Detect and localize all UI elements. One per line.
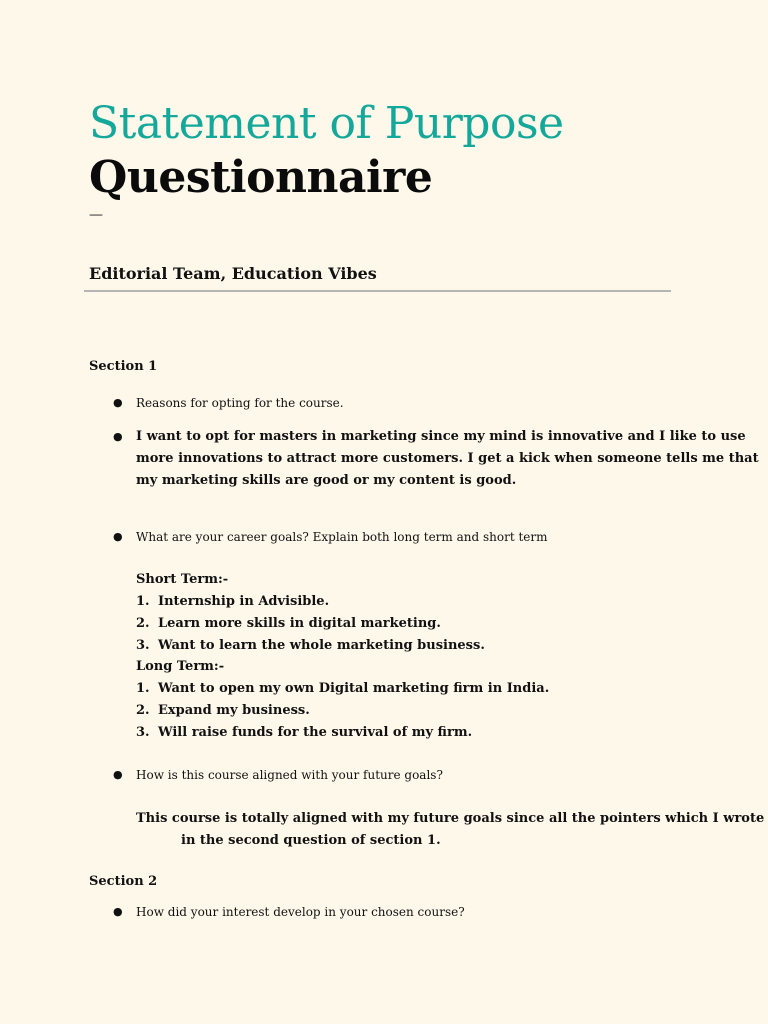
section-2-heading: Section 2: [89, 874, 158, 889]
item-text: Will raise funds for the survival of my firm.: [158, 725, 473, 740]
question-1: Reasons for opting for the course.: [136, 396, 344, 410]
bullet-icon: ●: [113, 905, 123, 918]
long-term-heading: Long Term:-: [136, 659, 225, 674]
item-number: 3.: [136, 638, 150, 653]
item-text: Expand my business.: [158, 703, 310, 718]
item-text: Want to learn the whole marketing business.: [158, 638, 485, 653]
answer-1-line: I want to opt for masters in marketing since my mind is innovative and I like to use: [136, 429, 746, 444]
answer-1: [136, 426, 759, 492]
question-3: How is this course aligned with your future goals?: [136, 768, 443, 782]
answer-1-line: my marketing skills are good or my content is good.: [136, 473, 517, 488]
item-text: Internship in Advisible.: [158, 594, 330, 609]
long-term-item: [136, 700, 310, 722]
title-line-1: Statement of Purpose: [89, 98, 564, 149]
bullet-icon: ●: [113, 530, 123, 543]
question-2: What are your career goals? Explain both long term and short term: [136, 530, 548, 544]
item-number: 3.: [136, 725, 150, 740]
answer-3-line: This course is totally aligned with my future goals since all the pointers which I wrote: [136, 811, 765, 826]
answer-1-line: more innovations to attract more customers. I get a kick when someone tells me that: [136, 451, 759, 466]
answer-3-line: in the second question of section 1.: [181, 833, 441, 848]
short-term-item: [136, 613, 441, 635]
item-number: 2.: [136, 616, 150, 631]
section-1-heading: Section 1: [89, 359, 158, 374]
item-text: Learn more skills in digital marketing.: [158, 616, 441, 631]
long-term-item: [136, 722, 472, 744]
bullet-icon: ●: [113, 396, 123, 409]
answer-3: [136, 808, 765, 852]
item-number: 2.: [136, 703, 150, 718]
title-line-2: Questionnaire: [89, 152, 433, 203]
item-text: Want to open my own Digital marketing firm in India.: [158, 681, 550, 696]
title-dash: —: [89, 207, 103, 223]
item-number: 1.: [136, 594, 150, 609]
bullet-icon: ●: [113, 768, 123, 781]
short-term-item: [136, 591, 329, 613]
short-term-item: [136, 635, 485, 657]
long-term-item: [136, 678, 549, 700]
item-number: 1.: [136, 681, 150, 696]
horizontal-rule: [84, 290, 671, 292]
bullet-icon: ●: [113, 430, 123, 443]
short-term-heading: Short Term:-: [136, 572, 229, 587]
author-line: Editorial Team, Education Vibes: [89, 264, 377, 283]
section-2-question-1: How did your interest develop in your chosen course?: [136, 905, 465, 919]
